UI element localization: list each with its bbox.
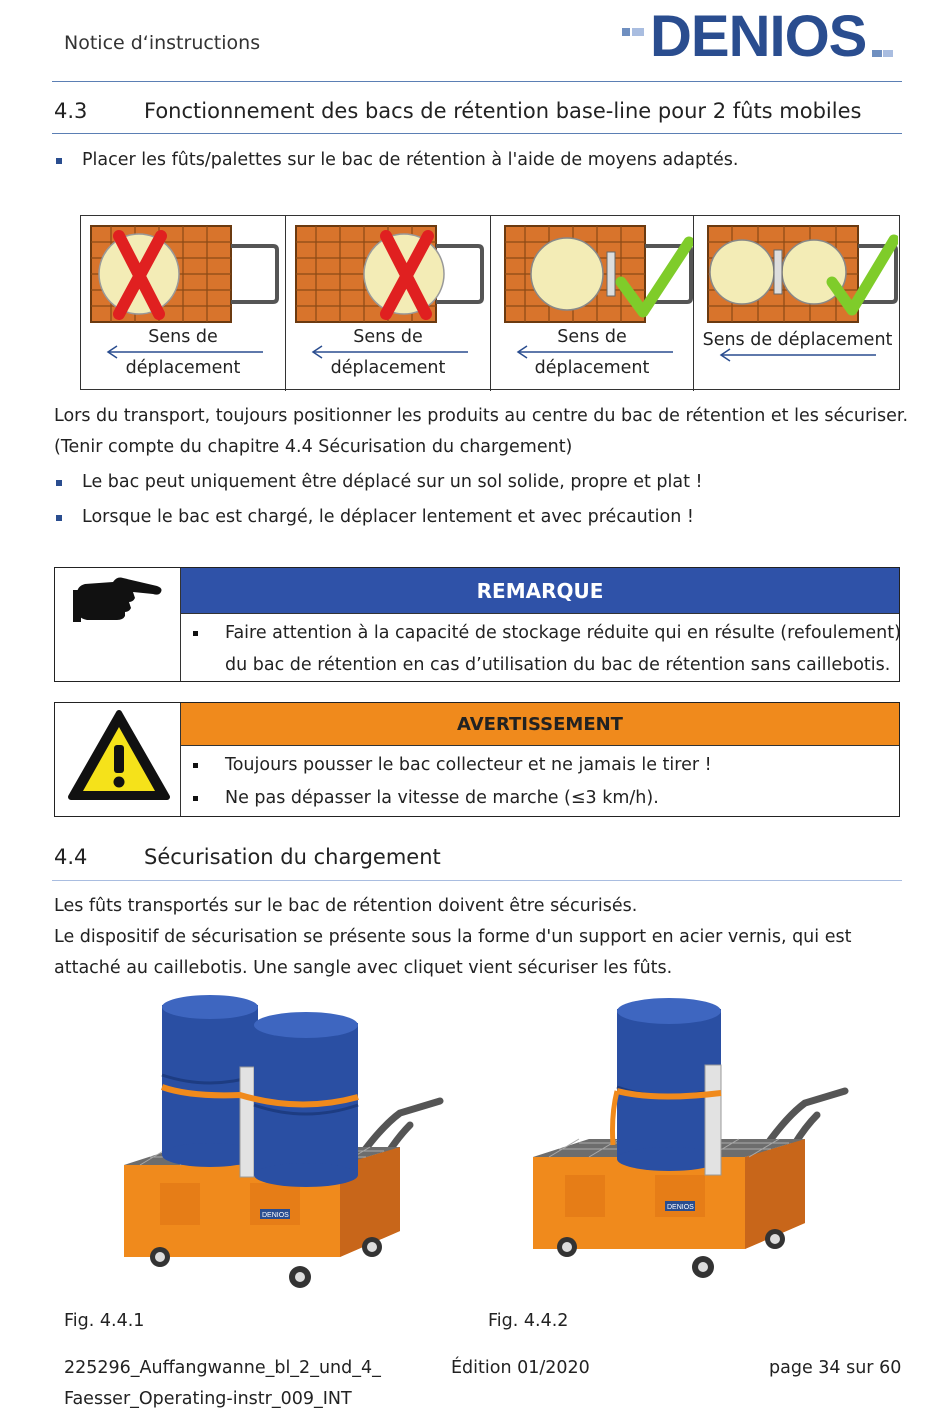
transport-paragraph bbox=[54, 401, 908, 463]
bullet-item: Le bac peut uniquement être déplacé sur un sol solide, propre et plat ! bbox=[56, 472, 896, 496]
paragraph-line: Les fûts transportés sur le bac de rétention doivent être sécurisés. bbox=[54, 896, 638, 916]
tray-wrong-position-drawing bbox=[294, 222, 484, 326]
direction-label-line2: déplacement bbox=[534, 358, 650, 378]
pointing-hand-icon bbox=[73, 572, 165, 624]
paragraph-line: (Tenir compte du chapitre 4.4 Sécurisation du chargement) bbox=[54, 437, 573, 457]
footer-doc-reference bbox=[64, 1353, 381, 1415]
remarque-item: Faire attention à la capacité de stockage réduite qui en résulte (refoulement) du bac de rétention en cas d’utilisation du bac de rétention sans caillebotis. bbox=[181, 617, 896, 681]
paragraph-line: attaché au caillebotis. Une sangle avec cliquet vient sécuriser les fûts. bbox=[54, 958, 673, 978]
direction-label-line1: Sens de bbox=[557, 327, 627, 347]
notice-icon-cell bbox=[55, 568, 181, 681]
figure-4-4-2-one-drum-tray bbox=[525, 995, 870, 1285]
paragraph-line: Le dispositif de sécurisation se présente sous la forme d'un support en acier vernis, qui est bbox=[54, 927, 852, 947]
tray-brand-label: DENIOS bbox=[667, 1204, 694, 1211]
remarque-notice-box bbox=[54, 567, 900, 682]
paragraph-line: Lors du transport, toujours positionner les produits au centre du bac de rétention et les sécuriser. bbox=[54, 406, 909, 426]
tray-correct-position-drawing bbox=[706, 222, 898, 326]
section-4-4-heading: 4.4 Sécurisation du chargement bbox=[54, 845, 441, 869]
warning-item: Ne pas dépasser la vitesse de marche (≤3 km/h). bbox=[181, 782, 896, 814]
footer-doc-line: Faesser_Operating-instr_009_INT bbox=[64, 1389, 352, 1409]
direction-diagram-table bbox=[80, 215, 900, 390]
direction-panel bbox=[286, 216, 491, 391]
section-4-4-rule bbox=[52, 880, 902, 881]
tray-brand-label: DENIOS bbox=[262, 1212, 289, 1219]
denios-logo bbox=[620, 4, 895, 64]
tray-correct-position-drawing bbox=[503, 222, 693, 326]
direction-label-line2: déplacement bbox=[125, 358, 241, 378]
avertissement-warning-box bbox=[54, 702, 900, 817]
direction-label-line1: Sens de déplacement bbox=[702, 330, 893, 350]
direction-panel bbox=[81, 216, 286, 391]
header-rule bbox=[52, 81, 902, 82]
section-4-3-heading: 4.3 Fonctionnement des bacs de rétention base-line pour 2 fûts mobiles bbox=[54, 99, 862, 123]
footer-doc-line: 225296_Auffangwanne_bl_2_und_4_ bbox=[64, 1358, 381, 1378]
arrow-left-icon bbox=[718, 347, 878, 363]
tray-wrong-position-drawing bbox=[89, 222, 279, 326]
section-4-3-rule bbox=[52, 133, 902, 134]
bullet-item: Placer les fûts/palettes sur le bac de rétention à l'aide de moyens adaptés. bbox=[56, 150, 896, 174]
footer-page-number: page 34 sur 60 bbox=[769, 1358, 902, 1378]
figure-caption-4-4-2: Fig. 4.4.2 bbox=[488, 1311, 569, 1331]
figure-4-4-1-two-drums-tray bbox=[110, 995, 455, 1295]
direction-label-line2: déplacement bbox=[330, 358, 446, 378]
figure-caption-4-4-1: Fig. 4.4.1 bbox=[64, 1311, 145, 1331]
warning-item: Toujours pousser le bac collecteur et ne jamais le tirer ! bbox=[181, 749, 896, 781]
avertissement-heading: AVERTISSEMENT bbox=[181, 703, 899, 746]
warning-triangle-icon bbox=[67, 709, 171, 803]
bullet-item: Lorsque le bac est chargé, le déplacer lentement et avec précaution ! bbox=[56, 507, 896, 531]
footer-edition: Édition 01/2020 bbox=[451, 1358, 590, 1378]
direction-label-line1: Sens de bbox=[353, 327, 423, 347]
remarque-heading: REMARQUE bbox=[181, 568, 899, 614]
warning-icon-cell bbox=[55, 703, 181, 816]
direction-panel bbox=[694, 216, 901, 391]
document-title: Notice d‘instructions bbox=[64, 32, 261, 54]
direction-label-line1: Sens de bbox=[148, 327, 218, 347]
direction-panel bbox=[491, 216, 694, 391]
svg-text:DENIOS: DENIOS bbox=[650, 4, 867, 64]
securing-paragraph bbox=[54, 891, 851, 984]
